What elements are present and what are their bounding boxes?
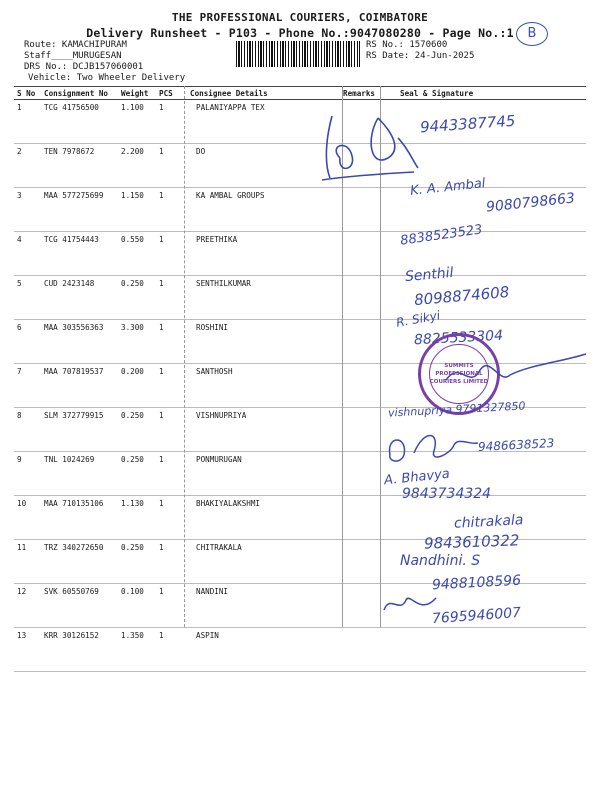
vehicle-label: Vehicle: Two Wheeler Delivery — [28, 73, 186, 83]
cell-weight: 2.200 — [118, 144, 156, 188]
cell-consignee: CHITRAKALA — [184, 540, 340, 584]
rs-number: RS No.: 1570600 — [366, 40, 448, 50]
signature-phone-row10: 9843734324 — [402, 486, 492, 502]
cell-consignee: PREETHIKA — [184, 232, 340, 276]
table-header — [14, 87, 586, 100]
cell-remarks — [340, 188, 378, 232]
table-row — [14, 232, 586, 276]
cell-consignment: TCG 41754443 — [41, 232, 118, 276]
signature-name-row12: Nandhini. S — [400, 553, 481, 569]
cell-remarks — [340, 276, 378, 320]
cell-remarks — [340, 232, 378, 276]
cell-pcs: 1 — [156, 496, 184, 540]
rs-date: RS Date: 24-Jun-2025 — [366, 51, 475, 61]
col-sno: S No — [14, 87, 41, 100]
signature-phone-row6: 8825533304 — [413, 327, 504, 349]
col-remarks: Remarks — [340, 87, 378, 100]
cell-consignment: MAA 707819537 — [41, 364, 118, 408]
cell-pcs: 1 — [156, 276, 184, 320]
cell-pcs: 1 — [156, 232, 184, 276]
signature-name-row3: K. A. Ambal — [409, 176, 487, 199]
drs-number: DRS No.: DCJB157060001 — [24, 62, 144, 72]
cell-remarks — [340, 584, 378, 628]
cell-sno: 4 — [14, 232, 41, 276]
company-title: THE PROFESSIONAL COURIERS, COIMBATORE — [171, 11, 429, 24]
cell-consignee: SANTHOSH — [184, 364, 340, 408]
cell-sno: 12 — [14, 584, 41, 628]
cell-consignee: BHAKIYALAKSHMI — [184, 496, 340, 540]
cell-sno: 13 — [14, 628, 41, 672]
column-rule-consignee — [184, 86, 185, 627]
cell-weight: 0.250 — [118, 452, 156, 496]
signature-name-row10: A. Bhavya — [383, 466, 451, 489]
signature-name-row5: Senthil — [404, 264, 455, 286]
cell-consignment: SVK 60550769 — [41, 584, 118, 628]
cell-weight: 0.250 — [118, 408, 156, 452]
col-consignee: Consignee Details — [184, 87, 340, 100]
signature-scribble-row1 — [318, 108, 428, 188]
circled-mark: B — [516, 22, 548, 46]
cell-pcs: 1 — [156, 364, 184, 408]
cell-sno: 11 — [14, 540, 41, 584]
cell-sno: 8 — [14, 408, 41, 452]
signature-phone-row12: 9488108596 — [431, 572, 522, 594]
table-row — [14, 452, 586, 496]
cell-consignment: TRZ 340272650 — [41, 540, 118, 584]
cell-pcs: 1 — [156, 100, 184, 144]
cell-consignee: KA AMBAL GROUPS — [184, 188, 340, 232]
cell-consignee: ROSHINI — [184, 320, 340, 364]
cell-consignment: MAA 710135106 — [41, 496, 118, 540]
cell-consignment: CUD 2423148 — [41, 276, 118, 320]
cell-pcs: 1 — [156, 408, 184, 452]
cell-consignment: KRR 30126152 — [41, 628, 118, 672]
cell-remarks — [340, 628, 378, 672]
cell-consignee: ASPIN — [184, 628, 340, 672]
col-weight: Weight — [118, 87, 156, 100]
cell-pcs: 1 — [156, 452, 184, 496]
cell-remarks — [340, 408, 378, 452]
cell-sno: 2 — [14, 144, 41, 188]
table-row — [14, 144, 586, 188]
staff-label: Staff____MURUGESAN — [24, 51, 122, 61]
cell-sno: 1 — [14, 100, 41, 144]
cell-remarks — [340, 320, 378, 364]
cell-consignment: SLM 372779915 — [41, 408, 118, 452]
cell-sno: 3 — [14, 188, 41, 232]
signature-name-row11: chitrakala — [453, 512, 524, 532]
cell-weight: 0.100 — [118, 584, 156, 628]
cell-consignee: VISHNUPRIYA — [184, 408, 340, 452]
cell-weight: 0.250 — [118, 276, 156, 320]
signature-phone-row4: 8838523523 — [399, 222, 484, 249]
cell-pcs: 1 — [156, 584, 184, 628]
cell-weight: 0.250 — [118, 540, 156, 584]
signature-phone-row5: 8098874608 — [413, 282, 511, 310]
cell-remarks — [340, 364, 378, 408]
cell-weight: 1.150 — [118, 188, 156, 232]
cell-consignment: MAA 303556363 — [41, 320, 118, 364]
cell-consignment: TCG 41756500 — [41, 100, 118, 144]
cell-sno: 6 — [14, 320, 41, 364]
cell-signature — [378, 628, 586, 672]
cell-weight: 1.130 — [118, 496, 156, 540]
signature-phone-row3: 9080798663 — [485, 190, 576, 216]
cell-sno: 9 — [14, 452, 41, 496]
cell-consignment: MAA 577275699 — [41, 188, 118, 232]
cell-remarks — [340, 452, 378, 496]
cell-pcs: 1 — [156, 540, 184, 584]
col-consignment: Consignment No — [41, 87, 118, 100]
table-row — [14, 628, 586, 672]
cell-consignee: DO — [184, 144, 340, 188]
signature-name-row6: R. Sikyi — [395, 308, 442, 330]
route-label: Route: KAMACHIPURAM — [24, 40, 127, 50]
cell-pcs: 1 — [156, 144, 184, 188]
signature-phone-row1: 9443387745 — [419, 111, 516, 137]
cell-consignee: NANDINI — [184, 584, 340, 628]
cell-weight: 3.300 — [118, 320, 156, 364]
signature-phone-row13: 7695946007 — [431, 604, 522, 628]
cell-sno: 7 — [14, 364, 41, 408]
cell-remarks — [340, 496, 378, 540]
seal-lettering: SUMMITS PROFESSIONAL COURIERS LIMITED — [429, 363, 489, 385]
col-signature: Seal & Signature — [378, 87, 586, 100]
cell-remarks — [340, 540, 378, 584]
cell-pcs: 1 — [156, 628, 184, 672]
cell-consignee: SENTHILKUMAR — [184, 276, 340, 320]
signature-phone-row9: 9486638523 — [477, 436, 555, 454]
cell-consignee: PONMURUGAN — [184, 452, 340, 496]
signature-row8: vishnupriya 9791327850 — [387, 399, 526, 420]
cell-weight: 1.350 — [118, 628, 156, 672]
cell-sno: 5 — [14, 276, 41, 320]
cell-consignment: TEN 7978672 — [41, 144, 118, 188]
signature-phone-row11: 9843610322 — [423, 531, 520, 553]
cell-consignee: PALANIYAPPA TEX — [184, 100, 340, 144]
cell-weight: 0.550 — [118, 232, 156, 276]
cell-pcs: 1 — [156, 320, 184, 364]
cell-weight: 1.100 — [118, 100, 156, 144]
runsheet-title: Delivery Runsheet - P103 - Phone No.:9047080280 - Page No.:1 — [86, 26, 514, 40]
cell-pcs: 1 — [156, 188, 184, 232]
cell-consignment: TNL 1024269 — [41, 452, 118, 496]
cell-weight: 0.200 — [118, 364, 156, 408]
cell-sno: 10 — [14, 496, 41, 540]
signature-scribble-row9 — [384, 425, 484, 470]
barcode — [236, 41, 360, 67]
col-pcs: PCS — [156, 87, 184, 100]
